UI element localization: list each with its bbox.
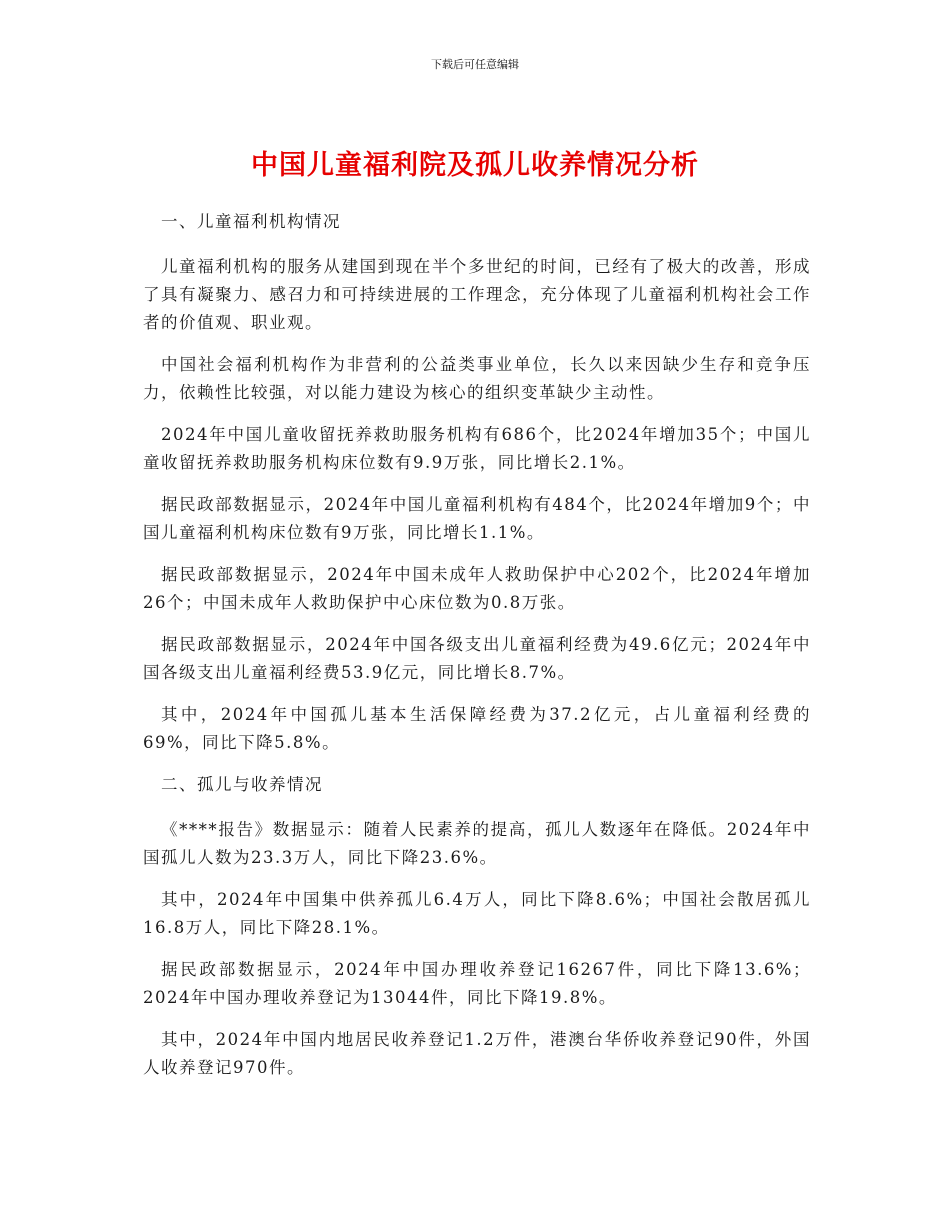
section-heading: 一、儿童福利机构情况 xyxy=(161,212,341,231)
paragraph: 《****报告》数据显示：随着人民素养的提高，孤儿人数逐年在降低。2024年中国孤儿人数为23.3万人，同比下降23.6%。 xyxy=(143,820,811,867)
paragraph: 据民政部数据显示，2024年中国办理收养登记16267件，同比下降13.6%；2024年中国办理收养登记为13044件，同比下降19.8%。 xyxy=(143,960,811,1007)
document-body xyxy=(143,208,811,1096)
paragraph: 其中，2024年中国孤儿基本生活保障经费为37.2亿元，占儿童福利经费的69%，同比下降5.8%。 xyxy=(143,705,811,752)
paragraph: 儿童福利机构的服务从建国到现在半个多世纪的时间，已经有了极大的改善，形成了具有凝聚力、感召力和可持续进展的工作理念，充分体现了儿童福利机构社会工作者的价值观、职业观。 xyxy=(143,257,811,332)
paragraph: 2024年中国儿童收留抚养救助服务机构有686个，比2024年增加35个；中国儿童收留抚养救助服务机构床位数有9.9万张，同比增长2.1%。 xyxy=(143,425,811,472)
paragraph: 据民政部数据显示，2024年中国儿童福利机构有484个，比2024年增加9个；中国儿童福利机构床位数有9万张，同比增长1.1%。 xyxy=(143,495,811,542)
paragraph: 据民政部数据显示，2024年中国各级支出儿童福利经费为49.6亿元；2024年中国各级支出儿童福利经费53.9亿元，同比增长8.7%。 xyxy=(143,635,811,682)
paragraph: 其中，2024年中国集中供养孤儿6.4万人，同比下降8.6%；中国社会散居孤儿16.8万人，同比下降28.1%。 xyxy=(143,890,811,937)
header-note: 下载后可任意编辑 xyxy=(431,58,519,71)
section-heading: 二、孤儿与收养情况 xyxy=(161,775,323,794)
document-title: 中国儿童福利院及孤儿收养情况分析 xyxy=(251,150,699,181)
section-orphans-adoption xyxy=(143,771,811,1082)
paragraph: 其中，2024年中国内地居民收养登记1.2万件，港澳台华侨收养登记90件，外国人收养登记970件。 xyxy=(143,1030,811,1077)
paragraph: 据民政部数据显示，2024年中国未成年人救助保护中心202个，比2024年增加26个；中国未成年人救助保护中心床位数为0.8万张。 xyxy=(143,565,811,612)
section-institutions xyxy=(143,208,811,757)
paragraph: 中国社会福利机构作为非营利的公益类事业单位，长久以来因缺少生存和竞争压力，依赖性比较强，对以能力建设为核心的组织变革缺少主动性。 xyxy=(143,355,811,402)
